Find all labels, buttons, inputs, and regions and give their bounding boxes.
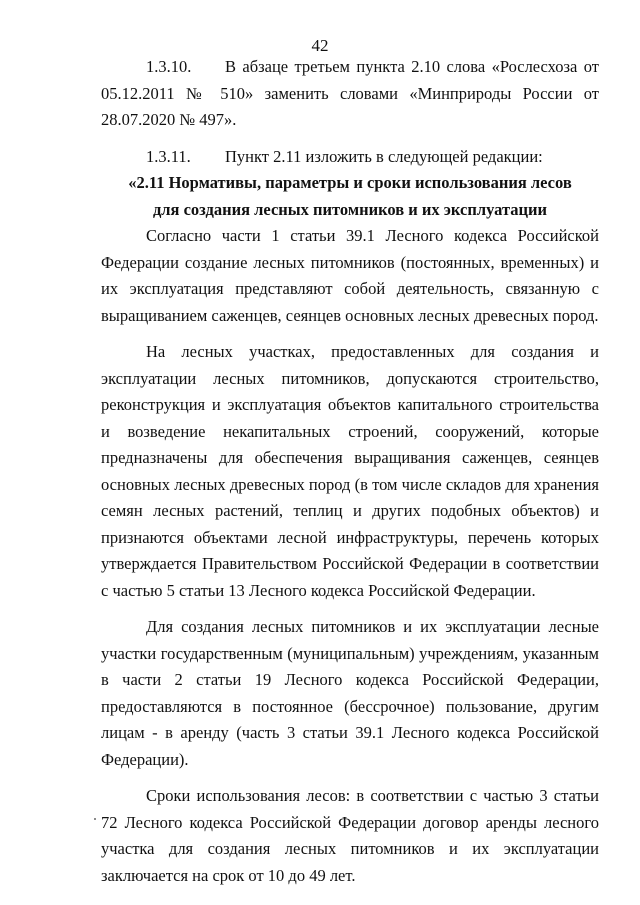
item-text: Пункт 2.11 изложить в следующей редакции: [225, 146, 543, 166]
amendment-item-1-3-11 [101, 144, 599, 171]
scan-speck [94, 818, 96, 820]
paragraph-land-provision: Для создания лесных питомников и их эксплуатации лесные участки государственным (муниципальным) учреждениям, указанным в части 2 статьи 19 Лесного кодекса Российской Федерации, предоставляются в постоянное (бессрочное) пользование, другим лицам - в аренду (часть 3 статьи 39.1 Лесного кодекса Российской Федерации). [101, 617, 599, 769]
section-heading-line-1: «2.11 Нормативы, параметры и сроки использования лесов [128, 173, 572, 192]
section-heading-line-2: для создания лесных питомников и их эксплуатации [152, 199, 548, 219]
item-text: В абзаце третьем пункта 2.10 слова «Рослесхоза от [225, 57, 599, 76]
item-number: 1.3.10. [146, 57, 192, 76]
item-number: 1.3.11. [146, 146, 191, 166]
item-text-continuation: 05.12.2011 № 510» заменить словами «Минприроды России от 28.07.2020 № 497». [101, 83, 599, 129]
document-body [101, 54, 599, 889]
amendment-item-1-3-10-first-line [101, 54, 599, 81]
page-number: 42 [311, 36, 329, 55]
paragraph-nursery-definition: Согласно части 1 статьи 39.1 Лесного кодекса Российской Федерации создание лесных питомников (постоянных, временных) и их эксплуатация представляют собой деятельность, связанную с выращиванием саженцев, сеянцев основных лесных древесных пород. [101, 226, 599, 325]
paragraph-lease-term: Сроки использования лесов: в соответствии с частью 3 статьи 72 Лесного кодекса Российской Федерации договор аренды лесного участка для создания лесных питомников и их эксплуатации заключается на срок от 10 до 49 лет. [101, 786, 599, 885]
paragraph-nursery-construction: На лесных участках, предоставленных для создания и эксплуатации лесных питомников, допускаются строительство, реконструкция и эксплуатация объектов капитального строительства и возведение некапитальных строений, сооружений, которые предназначены для обеспечения выращивания саженцев, сеянцев основных лесных древесных пород (в том числе складов для хранения семян лесных растений, теплиц и других подобных объектов) и признаются объектами лесной инфраструктуры, перечень которых утверждается Правительством Российской Федерации в соответствии с частью 5 статьи 13 Лесного кодекса Российской Федерации. [101, 342, 599, 600]
amendment-item-1-3-10 [101, 54, 599, 134]
section-heading [101, 170, 599, 223]
